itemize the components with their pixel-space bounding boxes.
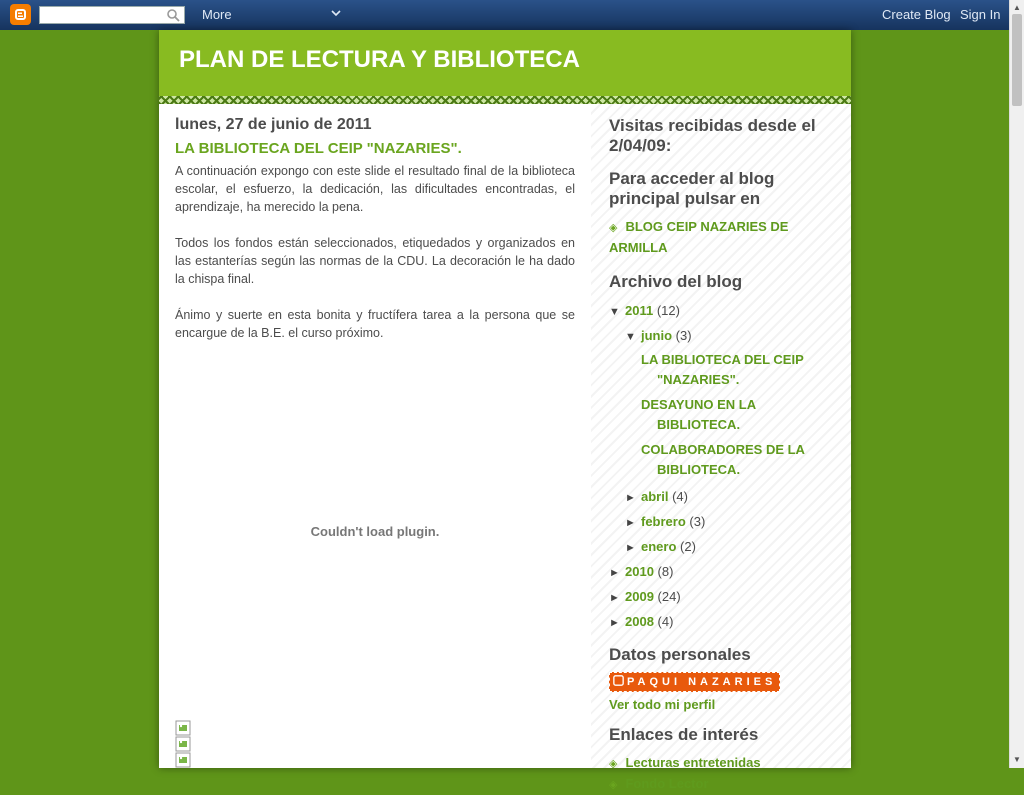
- search-icon[interactable]: [166, 8, 180, 25]
- blog-header: [159, 30, 851, 98]
- profile-link-row: [609, 696, 839, 714]
- archive-link-2009[interactable]: 2009: [625, 589, 654, 604]
- blog-title[interactable]: PLAN DE LECTURA Y BIBLIOTECA: [179, 46, 580, 73]
- post-title[interactable]: LA BIBLIOTECA DEL CEIP "NAZARIES".: [175, 140, 462, 157]
- archive-link-febrero[interactable]: febrero: [641, 514, 686, 529]
- sidebar: [609, 116, 839, 795]
- collapsed-triangle-icon[interactable]: ►: [609, 592, 620, 604]
- expanded-triangle-icon[interactable]: ▼: [625, 331, 636, 343]
- visits-heading: Visitas recibidas desde el 2/04/09:: [609, 116, 816, 155]
- diamond-bullet-icon: ◈: [609, 779, 618, 791]
- blogger-logo-icon[interactable]: [10, 4, 31, 25]
- archive-heading: Archivo del blog: [609, 272, 743, 291]
- archive-month-febrero: [625, 510, 839, 535]
- expanded-triangle-icon[interactable]: ▼: [609, 306, 620, 318]
- search-box: [39, 6, 185, 24]
- embedded-plugin[interactable]: [175, 366, 575, 696]
- view-profile-link[interactable]: Ver todo mi perfil: [609, 697, 716, 712]
- archive-post-link[interactable]: DESAYUNO EN LA BIBLIOTECA.: [641, 397, 756, 432]
- links-list: [609, 753, 839, 795]
- create-blog-link[interactable]: Create Blog: [882, 7, 951, 22]
- page-scrollbar[interactable]: [1009, 0, 1024, 768]
- profile-badge-wrap: [609, 672, 839, 692]
- archive-count: (2): [680, 539, 696, 554]
- archive-count: (24): [657, 589, 681, 604]
- collapsed-triangle-icon[interactable]: ►: [625, 517, 636, 529]
- blogger-profile-icon: [613, 675, 624, 689]
- archive-year-2008: [609, 610, 839, 635]
- blog-outer-wrapper: [159, 30, 851, 791]
- link-fondo-lector[interactable]: Fondo Lector: [625, 776, 709, 791]
- list-item: [609, 774, 839, 795]
- access-link-item: [609, 217, 839, 258]
- post-body: [175, 162, 575, 342]
- archive-year-2009: [609, 585, 839, 610]
- access-heading: Para acceder al blog principal pulsar en: [609, 169, 775, 208]
- collapsed-triangle-icon[interactable]: ►: [609, 567, 620, 579]
- collapsed-triangle-icon[interactable]: ►: [625, 542, 636, 554]
- diamond-bullet-icon: ◈: [609, 222, 618, 234]
- header-border-pattern: [159, 96, 851, 104]
- list-item: [609, 753, 839, 774]
- diamond-bullet-icon: ◈: [609, 758, 618, 770]
- main-column: [175, 116, 575, 539]
- broken-image-icon: [175, 736, 191, 752]
- archive-post-link[interactable]: COLABORADORES DE LA BIBLIOTECA.: [641, 442, 805, 477]
- collapsed-triangle-icon[interactable]: ►: [609, 617, 620, 629]
- blog-archive: [609, 299, 839, 635]
- post-paragraph: Todos los fondos están seleccionados, etiquedados y organizados en las estanterías según las normas de la CDU. La decoración le ha dado la chispa final.: [175, 236, 575, 286]
- archive-link-2008[interactable]: 2008: [625, 614, 654, 629]
- archive-post-link[interactable]: LA BIBLIOTECA DEL CEIP "NAZARIES".: [641, 352, 804, 387]
- plugin-error-message: Couldn't load plugin.: [310, 523, 440, 539]
- blog-ceip-link[interactable]: BLOG CEIP NAZARIES DE ARMILLA: [609, 219, 789, 255]
- archive-count: (3): [689, 514, 706, 529]
- archive-month-enero: [625, 535, 839, 560]
- more-menu[interactable]: More: [202, 7, 232, 22]
- archive-link-2010[interactable]: 2010: [625, 564, 654, 579]
- archive-year-2010: [609, 560, 839, 585]
- scroll-down-arrow-icon[interactable]: ▼: [1013, 755, 1021, 764]
- post-paragraph: A continuación expongo con este slide el resultado final de la biblioteca escolar, el esfuerzo, la dedicación, las dificultades encontradas, el aprendizaje, ha merecido la pena.: [175, 164, 575, 214]
- blogger-navbar: [0, 0, 1009, 30]
- archive-link-enero[interactable]: enero: [641, 539, 677, 554]
- profile-name: PAQUI NAZARIES: [627, 676, 777, 688]
- broken-image-icon: [175, 752, 191, 768]
- archive-count: (4): [672, 489, 688, 504]
- search-input[interactable]: [43, 7, 163, 23]
- profile-heading: Datos personales: [609, 645, 751, 664]
- links-heading: Enlaces de interés: [609, 725, 759, 744]
- archive-count: (3): [675, 328, 692, 343]
- archive-count: (8): [657, 564, 674, 579]
- scroll-up-arrow-icon[interactable]: ▲: [1013, 3, 1021, 12]
- scrollbar-thumb[interactable]: [1012, 14, 1022, 106]
- archive-month-junio: [625, 324, 839, 349]
- profile-badge[interactable]: [609, 672, 780, 692]
- broken-image-icon: [175, 720, 191, 736]
- sign-in-link[interactable]: Sign In: [960, 7, 1001, 22]
- archive-count: (12): [656, 303, 680, 318]
- archive-link-junio[interactable]: junio: [641, 328, 673, 343]
- broken-images: [175, 720, 191, 768]
- archive-count: (4): [657, 614, 674, 629]
- archive-link-abril[interactable]: abril: [641, 489, 669, 504]
- link-lecturas[interactable]: Lecturas entretenidas: [625, 755, 761, 770]
- chevron-down-icon[interactable]: [330, 7, 342, 22]
- archive-month-abril: [625, 485, 839, 510]
- archive-link-2011[interactable]: 2011: [625, 303, 654, 318]
- post-paragraph: Ánimo y suerte en esta bonita y fructífera tarea a la persona que se encargue de la B.E. el curso próximo.: [175, 308, 575, 340]
- post-date: lunes, 27 de junio de 2011: [175, 116, 372, 133]
- archive-year-2011: [609, 299, 839, 324]
- collapsed-triangle-icon[interactable]: ►: [625, 492, 636, 504]
